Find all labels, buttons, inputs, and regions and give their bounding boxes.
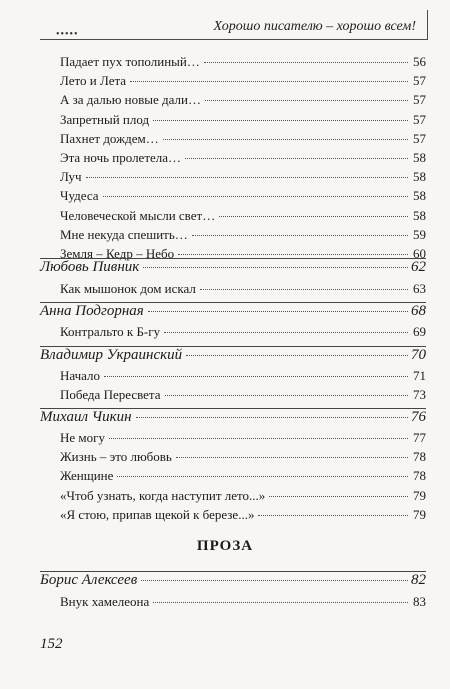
toc-entry (60, 73, 426, 92)
toc-entry (60, 188, 426, 207)
leader-dots (141, 580, 408, 581)
leader-dots (164, 332, 408, 333)
leader-dots (192, 235, 408, 236)
entry-page: 56 (413, 54, 426, 69)
toc-entry (60, 150, 426, 169)
header-rule (40, 39, 428, 40)
toc-entry (60, 324, 426, 343)
toc-entry (60, 507, 426, 526)
leader-dots (109, 438, 408, 439)
author-page: 62 (411, 259, 426, 275)
entry-title: Не могу (60, 430, 105, 445)
leader-dots (258, 515, 408, 516)
entry-title: Победа Пересвета (60, 387, 161, 403)
toc-author-block (40, 259, 426, 281)
author-entry (40, 347, 426, 369)
entry-page: 58 (413, 149, 426, 165)
running-header (40, 10, 428, 40)
header-ornament: ••••• (56, 29, 79, 40)
entry-title: А за далью новые дали… (60, 92, 201, 108)
author-name: Анна Подгорная (40, 303, 144, 319)
author-entry (40, 409, 426, 431)
entry-page: 57 (413, 73, 426, 89)
author-page: 68 (411, 303, 426, 319)
toc-group-continued (60, 54, 426, 265)
toc-entry (60, 430, 426, 449)
leader-dots (176, 457, 408, 458)
entry-title: Жизнь – это любовь (60, 449, 172, 465)
entry-title: «Я стою, припав щекой к березе...» (60, 506, 255, 522)
toc-entry (60, 387, 426, 406)
toc-author-block (40, 303, 426, 325)
toc-author-works (60, 368, 426, 406)
leader-dots (104, 376, 408, 377)
toc-entry (60, 54, 426, 73)
leader-dots (185, 158, 408, 159)
entry-title: Мне некуда спешить… (60, 226, 188, 242)
leader-dots (136, 417, 408, 418)
toc-author-block (40, 572, 426, 594)
entry-page: 58 (413, 188, 426, 204)
entry-page: 77 (413, 430, 426, 445)
toc-entry (60, 368, 426, 387)
toc-entry (60, 208, 426, 227)
entry-page: 58 (413, 169, 426, 185)
entry-page: 73 (413, 387, 426, 403)
leader-dots (148, 311, 408, 312)
toc-author-works (60, 594, 426, 613)
toc-entry (60, 594, 426, 613)
entry-title: Луч (60, 169, 82, 185)
author-name: Владимир Украинский (40, 347, 183, 363)
entry-title: Женщине (60, 468, 114, 484)
entry-page: 63 (413, 281, 426, 296)
leader-dots (163, 139, 408, 140)
entry-page: 71 (413, 368, 426, 383)
entry-page: 57 (413, 111, 426, 127)
author-entry (40, 572, 426, 594)
toc-author-block (40, 347, 426, 369)
entry-page: 78 (413, 449, 426, 465)
author-name: Борис Алексеев (40, 572, 138, 588)
entry-page: 79 (413, 487, 426, 503)
leader-dots (186, 355, 408, 356)
entry-page: 69 (413, 324, 426, 339)
author-entry (40, 303, 426, 325)
entry-page: 57 (413, 130, 426, 146)
leader-dots (269, 496, 408, 497)
entry-page: 58 (413, 207, 426, 223)
author-name: Михаил Чикин (40, 409, 132, 425)
leader-dots (143, 267, 408, 268)
entry-page: 57 (413, 92, 426, 108)
section-heading: ПРОЗА (196, 538, 254, 554)
entry-title: Как мышонок дом искал (60, 281, 196, 296)
toc-entry (60, 281, 426, 300)
entry-page: 78 (413, 468, 426, 484)
leader-dots (165, 395, 408, 396)
entry-title: Лето и Лета (60, 73, 127, 89)
toc-author-works (60, 324, 426, 343)
entry-page: 83 (413, 594, 426, 609)
entry-title: Человеческой мысли свет… (60, 207, 216, 223)
toc-entry (60, 488, 426, 507)
leader-dots (178, 254, 408, 255)
entry-page: 59 (413, 226, 426, 242)
entry-title: Чудеса (60, 188, 99, 204)
header-rule-vertical (427, 10, 428, 40)
toc-entry (60, 468, 426, 487)
toc-author-works (60, 281, 426, 300)
toc-author-works (60, 430, 426, 526)
entry-title: Земля – Кедр – Небо (60, 245, 175, 261)
author-name: Любовь Пивник (40, 259, 140, 275)
toc-entry (60, 131, 426, 150)
leader-dots (86, 177, 408, 178)
author-page: 70 (411, 347, 426, 363)
leader-dots (200, 289, 408, 290)
entry-title: Пахнет дождем… (60, 130, 159, 146)
leader-dots (117, 476, 408, 477)
leader-dots (130, 81, 408, 82)
toc-entry (60, 227, 426, 246)
toc-entry (60, 92, 426, 111)
entry-page: 60 (413, 245, 426, 261)
leader-dots (205, 100, 408, 101)
leader-dots (103, 196, 408, 197)
page-number: 152 (40, 636, 63, 652)
toc-entry (60, 112, 426, 131)
author-page: 82 (411, 572, 426, 588)
toc-entry (60, 169, 426, 188)
toc-author-block (40, 409, 426, 431)
entry-title: Контральто к Б-гу (60, 324, 161, 339)
header-title: Хорошо писателю – хорошо всем! (213, 19, 416, 34)
entry-title: Начало (60, 368, 101, 383)
toc-entry (60, 449, 426, 468)
leader-dots (153, 120, 408, 121)
entry-page: 79 (413, 506, 426, 522)
author-entry (40, 259, 426, 281)
entry-title: Запретный плод (60, 111, 150, 127)
entry-title: «Чтоб узнать, когда наступит лето...» (60, 487, 266, 503)
entry-title: Падает пух тополиный… (60, 54, 200, 69)
leader-dots (204, 62, 408, 63)
entry-title: Внук хамелеона (60, 594, 150, 609)
leader-dots (153, 602, 408, 603)
author-page: 76 (411, 409, 426, 425)
entry-title: Эта ночь пролетела… (60, 149, 182, 165)
leader-dots (219, 216, 408, 217)
